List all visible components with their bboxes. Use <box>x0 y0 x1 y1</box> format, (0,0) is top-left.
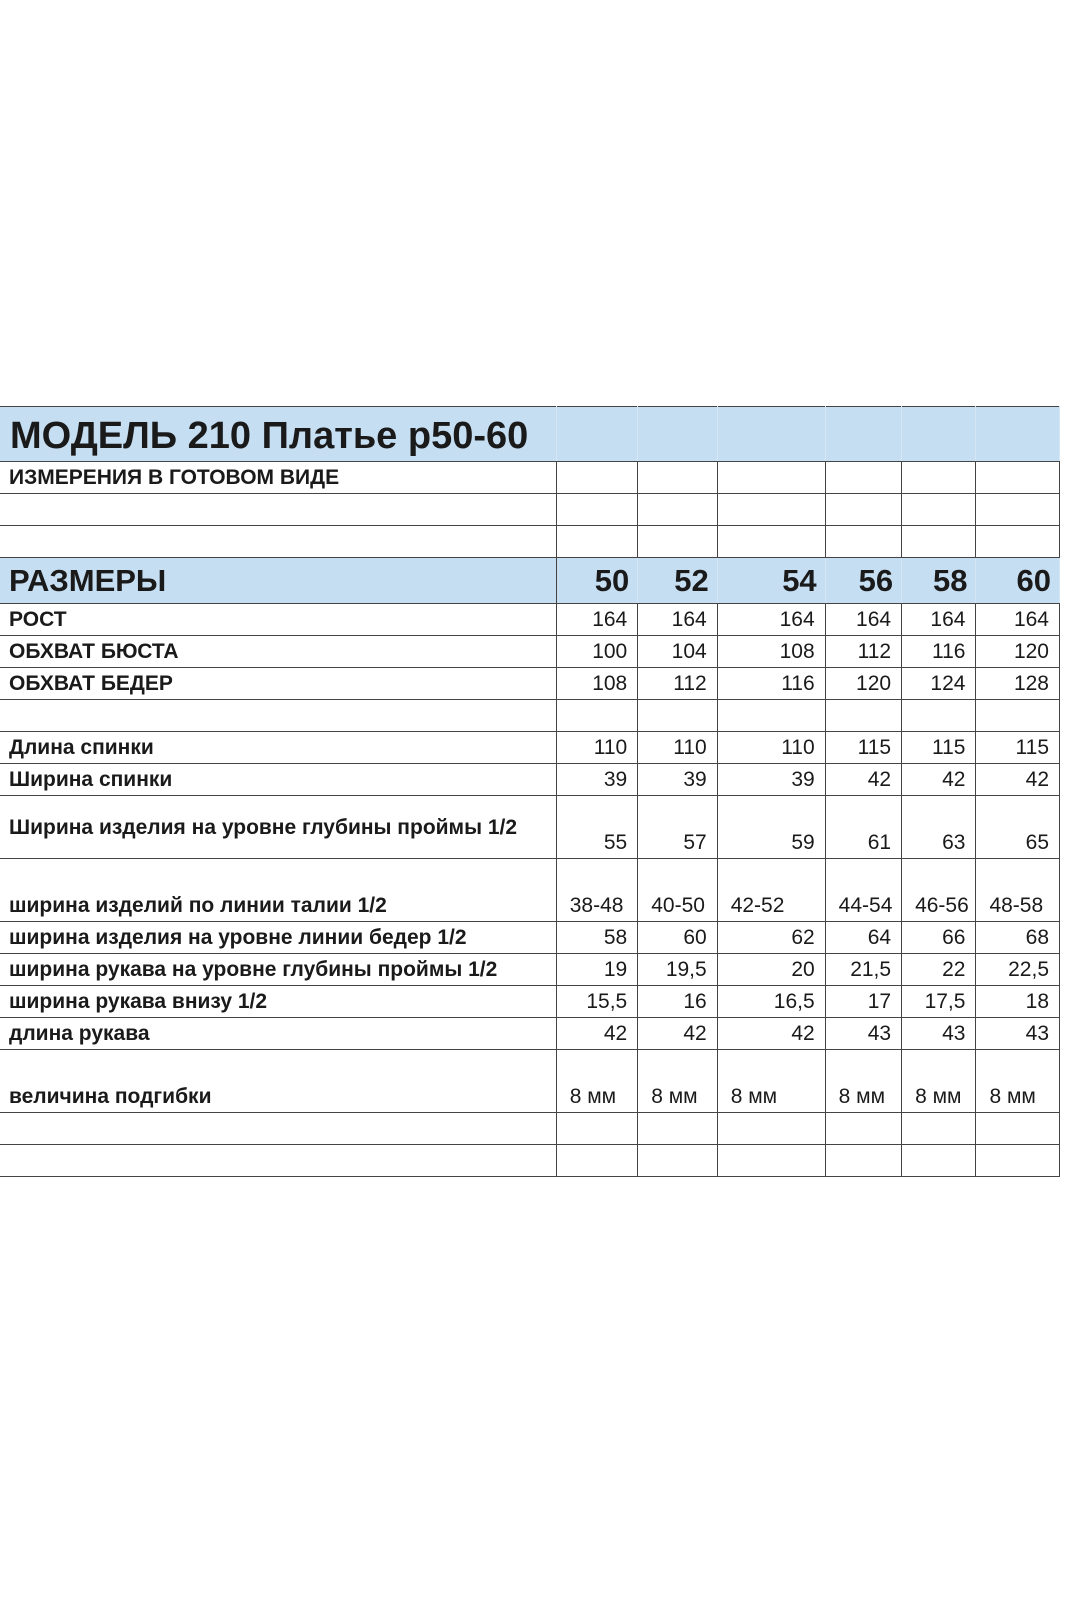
cell-value: 18 <box>976 986 1060 1018</box>
cell-value: 108 <box>556 668 638 700</box>
title-row <box>0 407 1060 462</box>
cell-value: 58 <box>556 922 638 954</box>
cell-value: 19 <box>556 954 638 986</box>
cell-value: 59 <box>717 796 825 859</box>
cell-value: 64 <box>825 922 901 954</box>
cell-value: 8 мм <box>717 1050 825 1113</box>
table-row <box>0 732 1060 764</box>
cell-value: 8 мм <box>902 1050 976 1113</box>
empty-row <box>0 1145 1060 1177</box>
size-header: 52 <box>638 558 717 604</box>
sizes-header-row <box>0 558 1060 604</box>
cell-value: 100 <box>556 636 638 668</box>
cell-value: 17,5 <box>902 986 976 1018</box>
table-row <box>0 859 1060 922</box>
cell-value: 39 <box>556 764 638 796</box>
cell-value: 57 <box>638 796 717 859</box>
empty-row <box>0 494 1060 526</box>
cell-value: 42 <box>902 764 976 796</box>
size-header: 54 <box>717 558 825 604</box>
cell-value: 104 <box>638 636 717 668</box>
size-chart-table <box>0 406 1060 1177</box>
subtitle-row <box>0 462 1060 494</box>
cell-value: 120 <box>825 668 901 700</box>
size-header: 50 <box>556 558 638 604</box>
size-header: 56 <box>825 558 901 604</box>
cell-value: 60 <box>638 922 717 954</box>
row-label: длина рукава <box>0 1018 556 1050</box>
table-row <box>0 1018 1060 1050</box>
cell-value: 8 мм <box>976 1050 1060 1113</box>
cell-value: 110 <box>717 732 825 764</box>
cell-value: 42 <box>825 764 901 796</box>
cell-value: 61 <box>825 796 901 859</box>
cell-value: 43 <box>825 1018 901 1050</box>
cell-value: 62 <box>717 922 825 954</box>
cell-value: 115 <box>976 732 1060 764</box>
table-row <box>0 922 1060 954</box>
cell-value: 115 <box>825 732 901 764</box>
cell-value: 164 <box>717 604 825 636</box>
measurements-subtitle: ИЗМЕРЕНИЯ В ГОТОВОМ ВИДЕ <box>0 462 556 494</box>
cell-value: 66 <box>902 922 976 954</box>
cell-value: 42 <box>638 1018 717 1050</box>
cell-value: 43 <box>976 1018 1060 1050</box>
cell-value: 38-48 <box>556 859 638 922</box>
cell-value: 42 <box>556 1018 638 1050</box>
table-row <box>0 986 1060 1018</box>
cell-value: 128 <box>976 668 1060 700</box>
row-label: Длина спинки <box>0 732 556 764</box>
cell-value: 46-56 <box>902 859 976 922</box>
cell-value: 15,5 <box>556 986 638 1018</box>
cell-value: 20 <box>717 954 825 986</box>
empty-row <box>0 526 1060 558</box>
cell-value: 115 <box>902 732 976 764</box>
cell-value: 124 <box>902 668 976 700</box>
cell-value: 120 <box>976 636 1060 668</box>
cell-value: 164 <box>976 604 1060 636</box>
row-label: ширина рукава на уровне глубины проймы 1/2 <box>0 954 556 986</box>
table-row <box>0 954 1060 986</box>
table-row <box>0 636 1060 668</box>
table-row <box>0 796 1060 859</box>
size-header: 58 <box>902 558 976 604</box>
row-label: РОСТ <box>0 604 556 636</box>
cell-value: 110 <box>556 732 638 764</box>
cell-value: 8 мм <box>638 1050 717 1113</box>
cell-value: 68 <box>976 922 1060 954</box>
cell-value: 39 <box>717 764 825 796</box>
cell-value: 19,5 <box>638 954 717 986</box>
cell-value: 39 <box>638 764 717 796</box>
row-label: Ширина изделия на уровне глубины проймы 1/2 <box>0 796 556 859</box>
cell-value: 22,5 <box>976 954 1060 986</box>
table-row <box>0 604 1060 636</box>
cell-value: 164 <box>556 604 638 636</box>
cell-value: 8 мм <box>556 1050 638 1113</box>
table-row <box>0 764 1060 796</box>
cell-value: 112 <box>638 668 717 700</box>
cell-value: 42-52 <box>717 859 825 922</box>
cell-value: 112 <box>825 636 901 668</box>
cell-value: 42 <box>717 1018 825 1050</box>
row-label: ширина изделия на уровне линии бедер 1/2 <box>0 922 556 954</box>
size-chart-sheet <box>0 406 1060 1177</box>
row-label: ширина рукава внизу 1/2 <box>0 986 556 1018</box>
cell-value: 164 <box>638 604 717 636</box>
row-label: ОБХВАТ БЕДЕР <box>0 668 556 700</box>
cell-value: 44-54 <box>825 859 901 922</box>
cell-value: 55 <box>556 796 638 859</box>
cell-value: 63 <box>902 796 976 859</box>
size-header: 60 <box>976 558 1060 604</box>
cell-value: 42 <box>976 764 1060 796</box>
model-title: МОДЕЛЬ 210 Платье р50-60 <box>0 407 556 462</box>
cell-value: 8 мм <box>825 1050 901 1113</box>
cell-value: 21,5 <box>825 954 901 986</box>
row-label: ОБХВАТ БЮСТА <box>0 636 556 668</box>
cell-value: 108 <box>717 636 825 668</box>
cell-value: 22 <box>902 954 976 986</box>
sizes-label: РАЗМЕРЫ <box>0 558 556 604</box>
cell-value: 40-50 <box>638 859 717 922</box>
cell-value: 116 <box>902 636 976 668</box>
cell-value: 17 <box>825 986 901 1018</box>
row-label: ширина изделий по линии талии 1/2 <box>0 859 556 922</box>
cell-value: 65 <box>976 796 1060 859</box>
empty-row <box>0 700 1060 732</box>
row-label: Ширина спинки <box>0 764 556 796</box>
table-row <box>0 668 1060 700</box>
cell-value: 16,5 <box>717 986 825 1018</box>
cell-value: 48-58 <box>976 859 1060 922</box>
cell-value: 164 <box>825 604 901 636</box>
cell-value: 164 <box>902 604 976 636</box>
row-label: величина подгибки <box>0 1050 556 1113</box>
cell-value: 116 <box>717 668 825 700</box>
cell-value: 16 <box>638 986 717 1018</box>
cell-value: 110 <box>638 732 717 764</box>
empty-row <box>0 1113 1060 1145</box>
cell-value: 43 <box>902 1018 976 1050</box>
table-row <box>0 1050 1060 1113</box>
